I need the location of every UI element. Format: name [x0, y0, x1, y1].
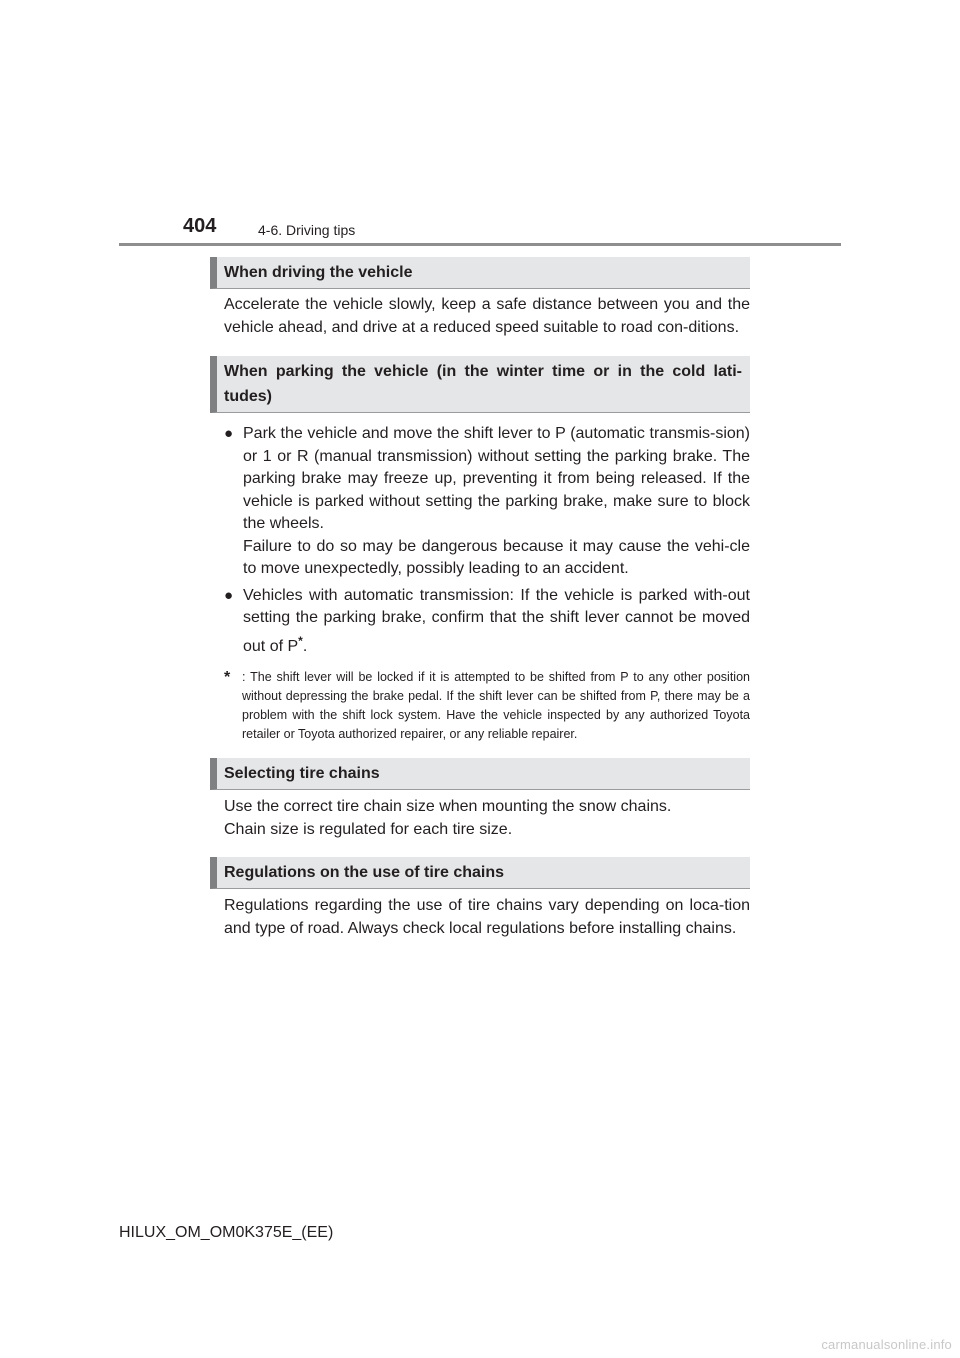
- watermark: carmanualsonline.info: [821, 1337, 952, 1352]
- heading-when-parking: When parking the vehicle (in the winter time or in the cold lati-tudes): [210, 356, 750, 413]
- page-number: 404: [183, 215, 217, 237]
- footnote: [210, 668, 750, 744]
- parking-item-text: Park the vehicle and move the shift lever to P (automatic transmis-sion) or 1 or R (manual transmission) without setting the parking brake. The parking brake may freeze up, preventing it from being released. If the vehicle is parked without setting the parking brake, make sure to block the wheels.: [243, 425, 750, 532]
- heading-when-driving: When driving the vehicle: [210, 257, 750, 289]
- regulations-paragraph: Regulations regarding the use of tire chains vary depending on loca-tion and type of road. Always check local regulations before installing chains.: [224, 897, 750, 937]
- page-content: [210, 257, 750, 940]
- heading-selecting-chains: Selecting tire chains: [210, 758, 750, 790]
- bullet-icon: ●: [224, 586, 234, 604]
- section-title: 4-6. Driving tips: [258, 222, 356, 238]
- sentence-end: .: [302, 637, 308, 655]
- chains-paragraph: [210, 796, 750, 841]
- parking-item-warning: Failure to do so may be dangerous because it may cause the vehi-cle to move unexpectedly, possibly leading to an accident.: [243, 537, 750, 577]
- list-item: [224, 585, 750, 659]
- heading-chain-regulations: Regulations on the use of tire chains: [210, 857, 750, 889]
- footnote-text: : The shift lever will be locked if it is attempted to be shifted from P to any other position without depressing the brake pedal. If the shift lever can be shifted from P, there may be a problem with the shift lock system. Have the vehicle inspected by any authorized Toyota retailer or Toyota authorized repairer, or any reliable repairer.: [242, 670, 750, 741]
- automatic-transmission-text: [243, 585, 750, 659]
- document-code: HILUX_OM_OM0K375E_(EE): [119, 1224, 334, 1241]
- header-rule: [119, 243, 841, 246]
- chains-line-2: Chain size is regulated for each tire size.: [224, 820, 513, 838]
- parking-list: [210, 423, 750, 658]
- footnote-reference: *: [298, 633, 303, 648]
- chains-line-1: Use the correct tire chain size when mounting the snow chains.: [224, 798, 672, 815]
- footnote-mark: *: [224, 669, 231, 686]
- driving-paragraph: Accelerate the vehicle slowly, keep a safe distance between you and the vehicle ahead, and drive at a reduced speed suitable to road con-ditions.: [224, 296, 750, 336]
- list-item: [224, 423, 750, 581]
- bullet-icon: ●: [224, 425, 234, 442]
- automatic-transmission-main: Vehicles with automatic transmission: If the vehicle is parked with-out setting the parking brake, confirm that the shift lever cannot be moved out of P: [243, 586, 750, 655]
